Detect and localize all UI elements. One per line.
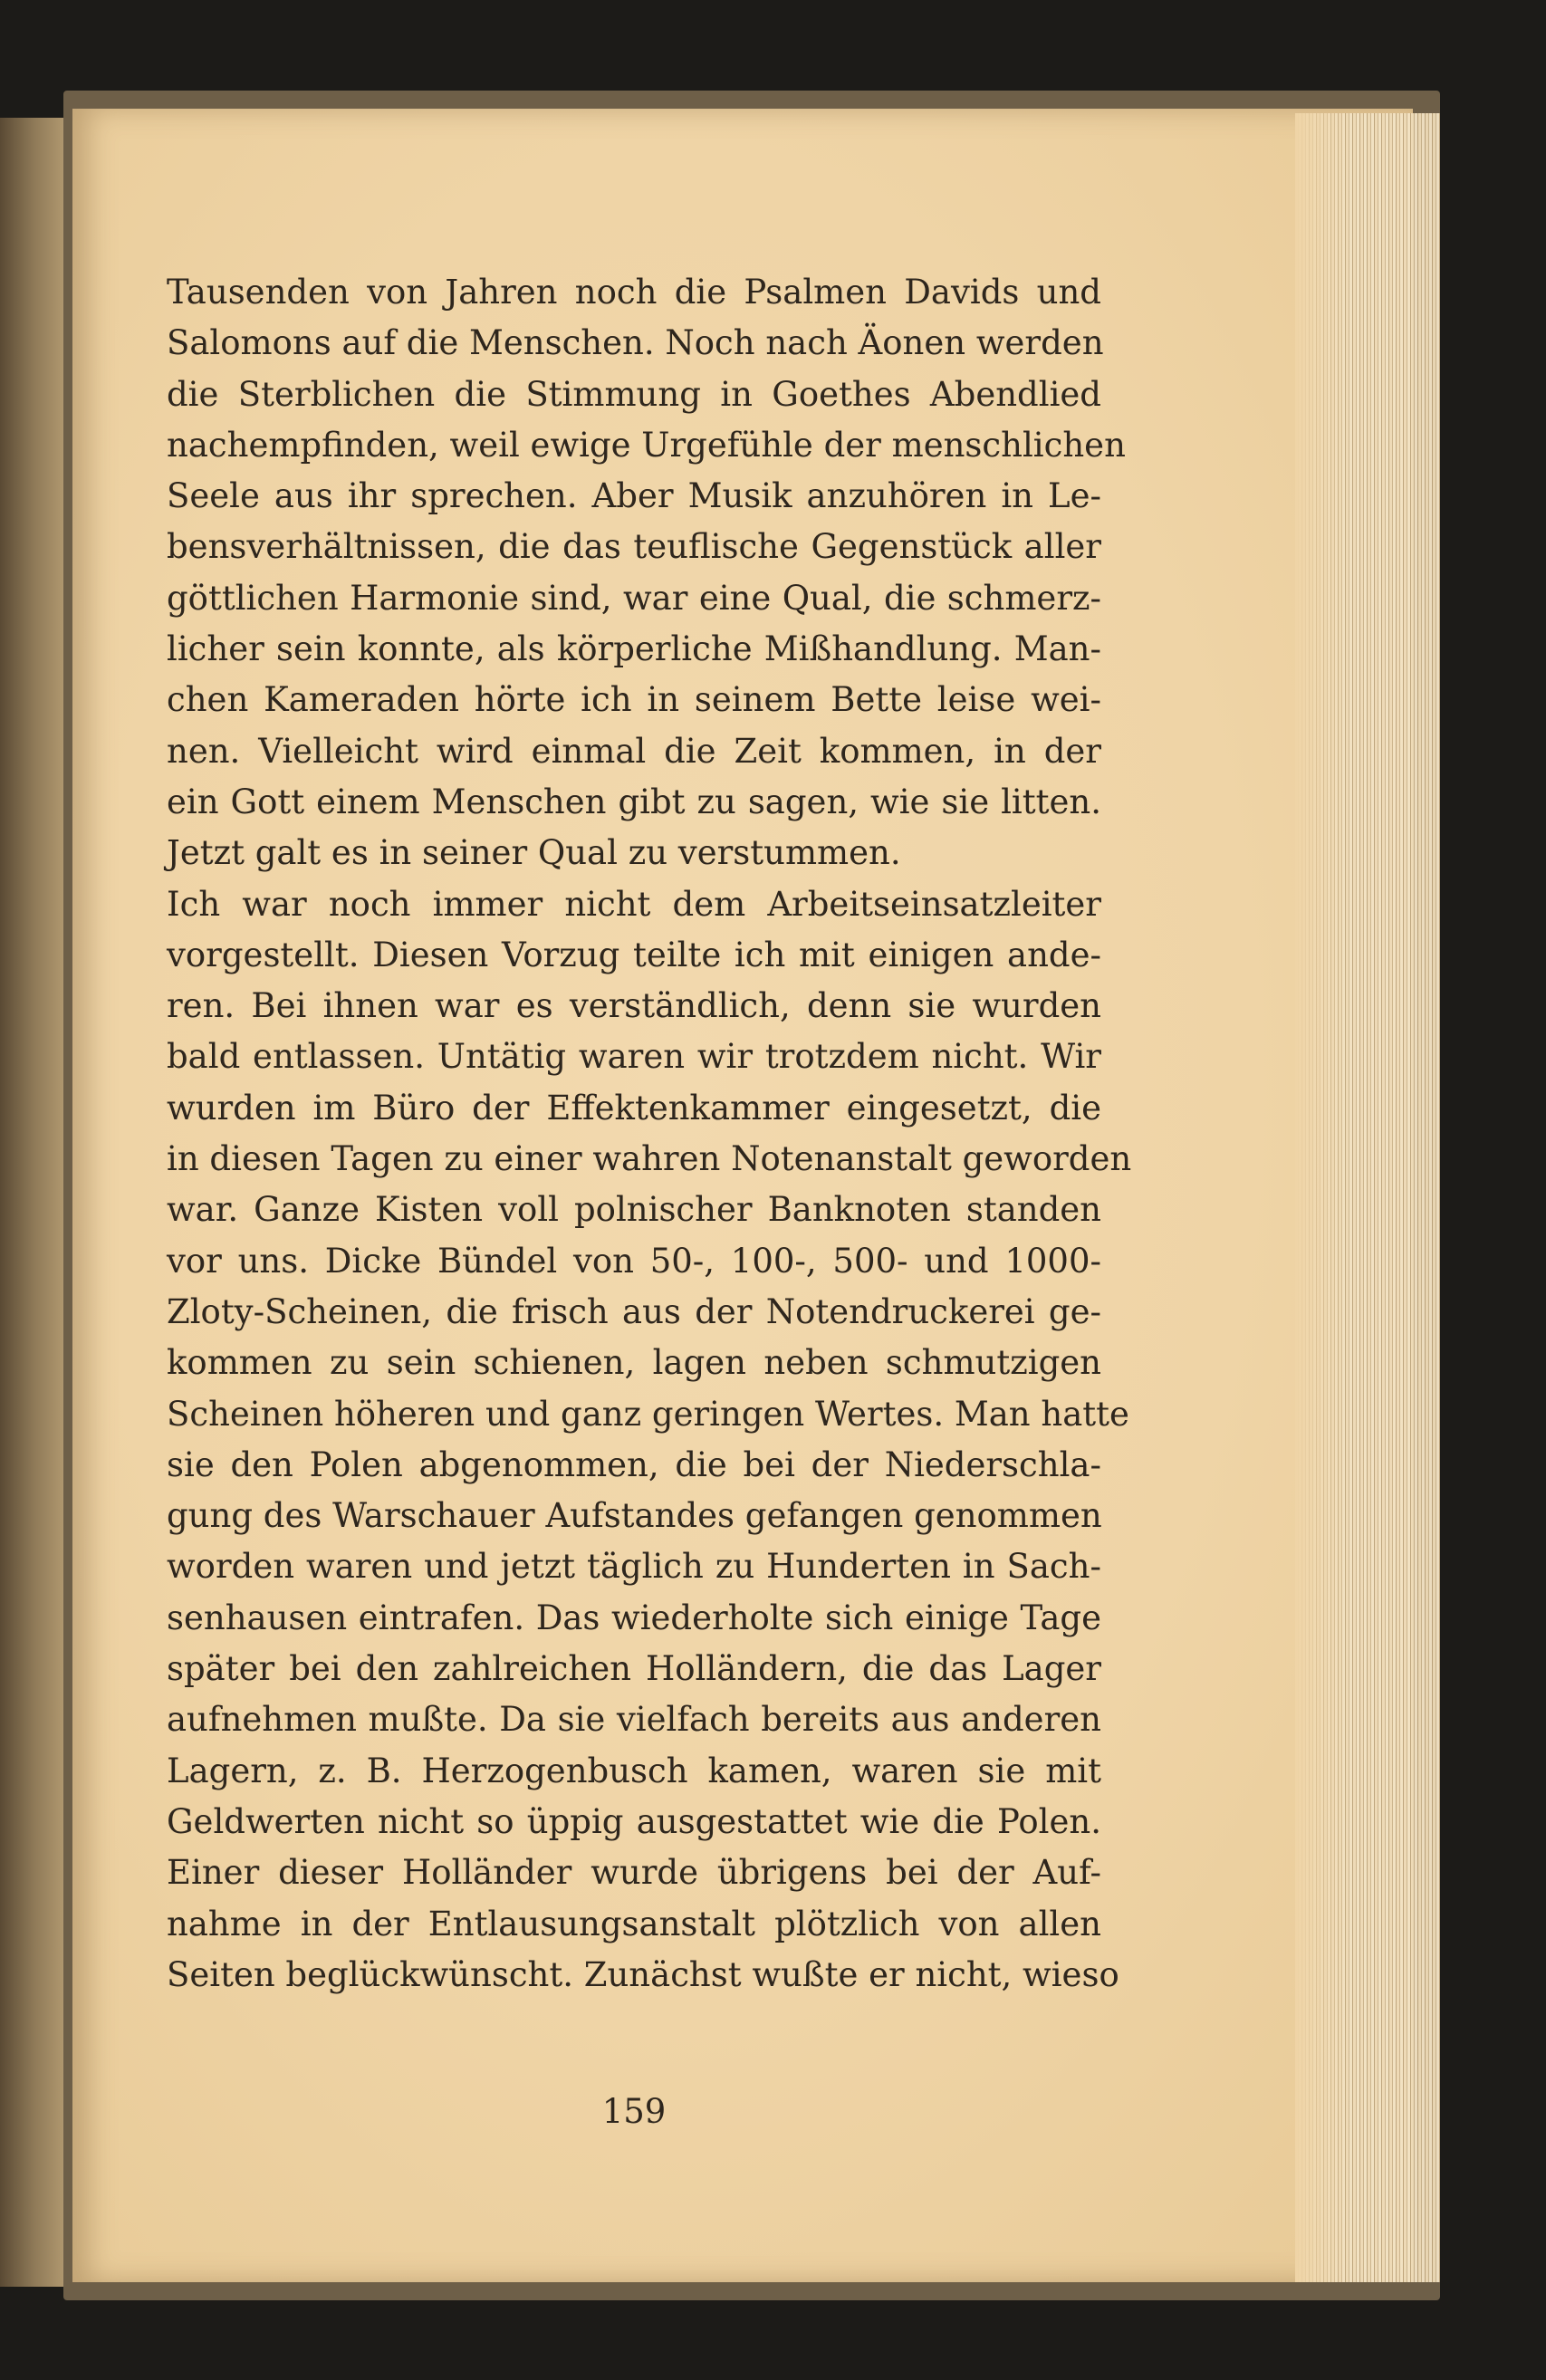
- text-line: Scheinen höheren und ganz geringen Wertes. Man hatte: [167, 1394, 1129, 1434]
- text-line: Geldwerten nicht so üppig ausgestattet wie die Polen.: [167, 1801, 1101, 1841]
- page-edge-shade: [1295, 113, 1349, 2282]
- text-line: sie den Polen abgenommen, die bei der Niederschla-: [167, 1444, 1101, 1484]
- text-line: Seele aus ihr sprechen. Aber Musik anzuhören in Le-: [167, 476, 1101, 516]
- body-text: [167, 267, 1132, 2001]
- text-line: bensverhältnissen, die das teuflische Gegenstück aller: [167, 527, 1101, 567]
- text-line: Zloty-Scheinen, die frisch aus der Notendruckerei ge-: [167, 1291, 1101, 1331]
- text-line: nahme in der Entlausungsanstalt plötzlich von allen: [167, 1904, 1101, 1943]
- text-line: nachempfinden, weil ewige Urgefühle der menschlichen: [167, 425, 1126, 465]
- text-line: aufnehmen mußte. Da sie vielfach bereits aus anderen: [167, 1700, 1101, 1740]
- text-line: chen Kameraden hörte ich in seinem Bette leise wei-: [167, 680, 1101, 720]
- text-line: vor uns. Dicke Bündel von 50-, 100-, 500- und 1000-: [167, 1241, 1101, 1281]
- text-line: Jetzt galt es in seiner Qual zu verstummen.: [167, 833, 901, 873]
- page-number: 159: [601, 2092, 667, 2131]
- text-line: in diesen Tagen zu einer wahren Notenanstalt geworden: [167, 1139, 1132, 1179]
- text-line: nen. Vielleicht wird einmal die Zeit kommen, in der: [167, 731, 1101, 771]
- text-line: wurden im Büro der Effektenkammer eingesetzt, die: [167, 1088, 1101, 1128]
- text-line: bald entlassen. Untätig waren wir trotzdem nicht. Wir: [167, 1037, 1101, 1077]
- text-line: die Sterblichen die Stimmung in Goethes Abendlied: [167, 374, 1101, 414]
- text-line: licher sein konnte, als körperliche Mißhandlung. Man-: [167, 629, 1101, 669]
- text-line: vorgestellt. Diesen Vorzug teilte ich mit einigen ande-: [167, 935, 1101, 974]
- text-line: Seiten beglückwünscht. Zunächst wußte er nicht, wieso: [167, 1954, 1119, 1994]
- text-line: Tausenden von Jahren noch die Psalmen Davids und: [167, 273, 1101, 312]
- text-line: Ich war noch immer nicht dem Arbeitseinsatzleiter: [167, 884, 1101, 924]
- text-line: Lagern, z. B. Herzogenbusch kamen, waren sie mit: [167, 1751, 1101, 1790]
- text-line: Einer dieser Holländer wurde übrigens bei der Auf-: [167, 1853, 1101, 1893]
- text-line: Salomons auf die Menschen. Noch nach Äonen werden: [167, 323, 1104, 363]
- text-line: ren. Bei ihnen war es verständlich, denn sie wurden: [167, 986, 1101, 1026]
- text-line: später bei den zahlreichen Holländern, die das Lager: [167, 1649, 1101, 1689]
- text-line: war. Ganze Kisten voll polnischer Banknoten standen: [167, 1190, 1101, 1230]
- text-line: worden waren und jetzt täglich zu Hunderten in Sach-: [167, 1547, 1101, 1587]
- text-line: senhausen eintrafen. Das wiederholte sich einige Tage: [167, 1598, 1101, 1637]
- text-line: gung des Warschauer Aufstandes gefangen genommen: [167, 1496, 1102, 1536]
- text-line: ein Gott einem Menschen gibt zu sagen, wie sie litten.: [167, 782, 1101, 821]
- text-line: göttlichen Harmonie sind, war eine Qual, die schmerz-: [167, 578, 1101, 618]
- text-line: kommen zu sein schienen, lagen neben schmutzigen: [167, 1343, 1101, 1383]
